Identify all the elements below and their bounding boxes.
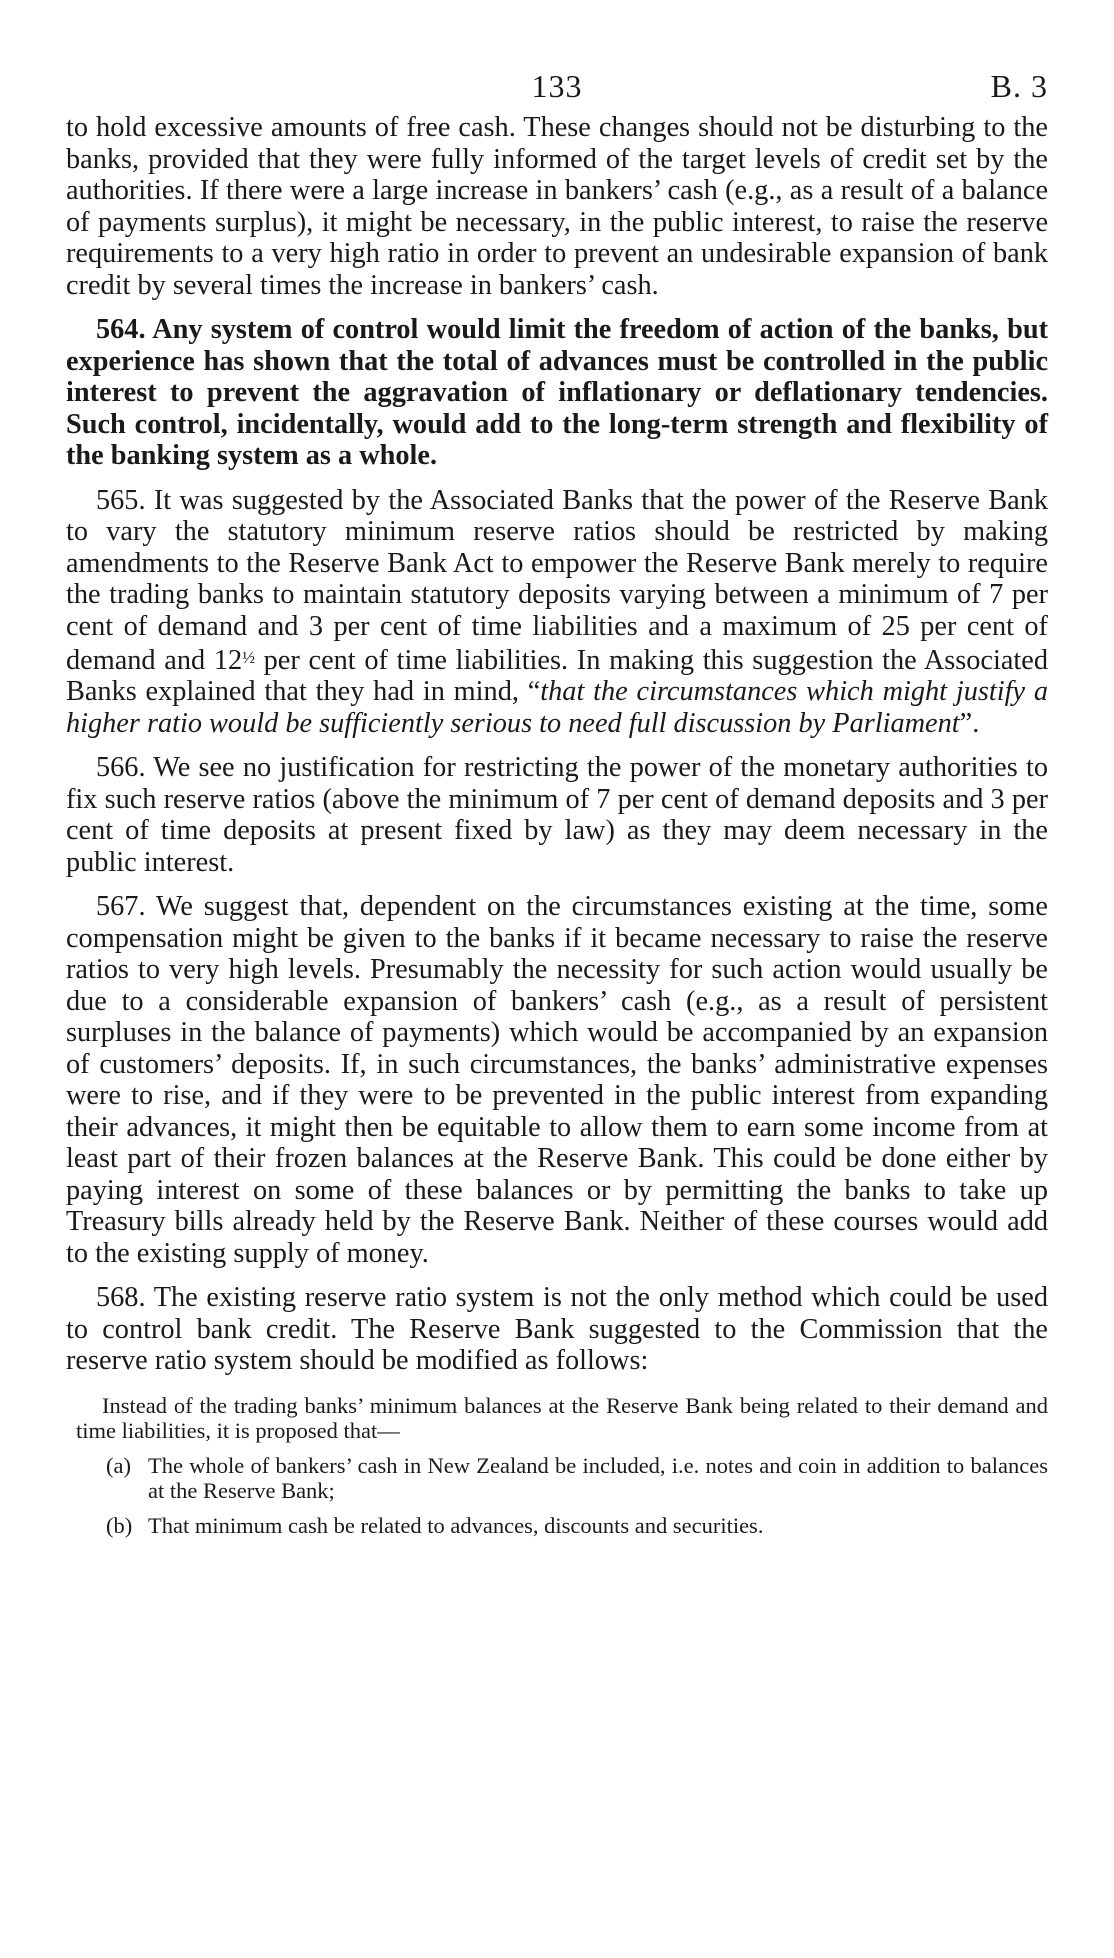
page-number: 133 xyxy=(531,68,583,104)
clause-label: (a) xyxy=(106,1452,131,1478)
paragraph-567 xyxy=(66,891,1048,1269)
paragraph-566 xyxy=(66,752,1048,878)
clause-text: The whole of bankers’ cash in New Zealand be included, i.e. notes and coin in addition to balances at the Reserve Bank; xyxy=(148,1452,1048,1503)
paragraph-564 xyxy=(66,314,1048,472)
fraction-half: ½ xyxy=(242,648,255,667)
proposal-clause-b xyxy=(66,1513,1048,1538)
paragraph-text: The existing reserve ratio system is not the only method which could be used to control bank credit. The Reserve Bank suggested to the Commission that the reserve ratio system should be modified as follows: xyxy=(66,1282,1048,1377)
page-header xyxy=(66,60,1048,112)
clause-text: That minimum cash be related to advances, discounts and securities. xyxy=(148,1512,764,1538)
paragraph-number: 565. xyxy=(96,484,146,516)
paragraph-text: We see no justification for restricting the power of the monetary authorities to fix such reserve ratios (above the minimum of 7 per cent of demand deposits and 3 per cent of time deposits at present fixed by law) as they may deem necessary in the public interest. xyxy=(66,752,1048,878)
paragraph-565 xyxy=(66,485,1048,740)
proposal-clause-a xyxy=(66,1453,1048,1503)
document-page xyxy=(66,60,1048,1538)
quoted-proposal-intro: Instead of the trading banks’ minimum balances at the Reserve Bank being related to their demand and time liabilities, it is proposed that— xyxy=(76,1392,1048,1443)
paragraph-number: 567. xyxy=(96,891,146,923)
paragraph-text: It was suggested by the Associated Banks that the power of the Reserve Bank to vary the statutory minimum reserve ratios should be restricted by making amendments to the Reserve Bank Act to empower the Reserve Bank merely to require the trading banks to maintain statutory deposits varying between a minimum of 7 per cent of demand and 3 per cent of time liabilities and a maximum of 25 per cent of demand and 12 xyxy=(66,484,1048,676)
paragraph-text: Any system of control would limit the freedom of action of the banks, but experience has shown that the total of advances must be controlled in the public interest to prevent the aggravation of inflationary or deflationary tendencies. Such control, incidentally, would add to the long-term strength and flexibility of the banking system as a whole. xyxy=(66,314,1048,471)
paragraph-number: 564. xyxy=(96,314,146,345)
clause-label: (b) xyxy=(106,1512,133,1538)
quotation-close: ”. xyxy=(959,707,980,739)
italic-quotation: that the circumstances which might justify a higher ratio would be sufficiently serious to need full discussion by Parliament xyxy=(66,676,1048,739)
continuation-paragraph: to hold excessive amounts of free cash. These changes should not be disturbing to the banks, provided that they were fully informed of the target levels of credit set by the authorities. If there were a large increase in bankers’ cash (e.g., as a result of a balance of payments surplus), it might be necessary, in the public interest, to raise the reserve requirements to a very high ratio in order to prevent an undesirable expansion of bank credit by several times the increase in bankers’ cash. xyxy=(66,112,1048,301)
paragraph-number: 566. xyxy=(96,752,146,784)
paragraph-text: We suggest that, dependent on the circumstances existing at the time, some compensation might be given to the banks if it became necessary to raise the reserve ratios to very high levels. Presumably the necessity for such action would usually be due to a considerable expansion of bankers’ cash (e.g., as a result of persistent surpluses in the balance of payments) which would be accompanied by an expansion of customers’ deposits. If, in such circumstances, the banks’ administrative expenses were to rise, and if they were to be prevented in the public interest from expanding their advances, it might then be equitable to allow them to earn some income from at least part of their frozen balances at the Reserve Bank. This could be done either by paying interest on some of these balances or by permitting the banks to take up Treasury bills already held by the Reserve Bank. Neither of these courses would add to the existing supply of money. xyxy=(66,891,1048,1269)
paragraph-number: 568. xyxy=(96,1282,146,1314)
document-reference: B. 3 xyxy=(990,68,1048,104)
paragraph-text-continued: per cent of time liabilities. In making this suggestion the Associated Banks explained that they had in mind, “ xyxy=(66,644,1048,708)
paragraph-568 xyxy=(66,1282,1048,1377)
